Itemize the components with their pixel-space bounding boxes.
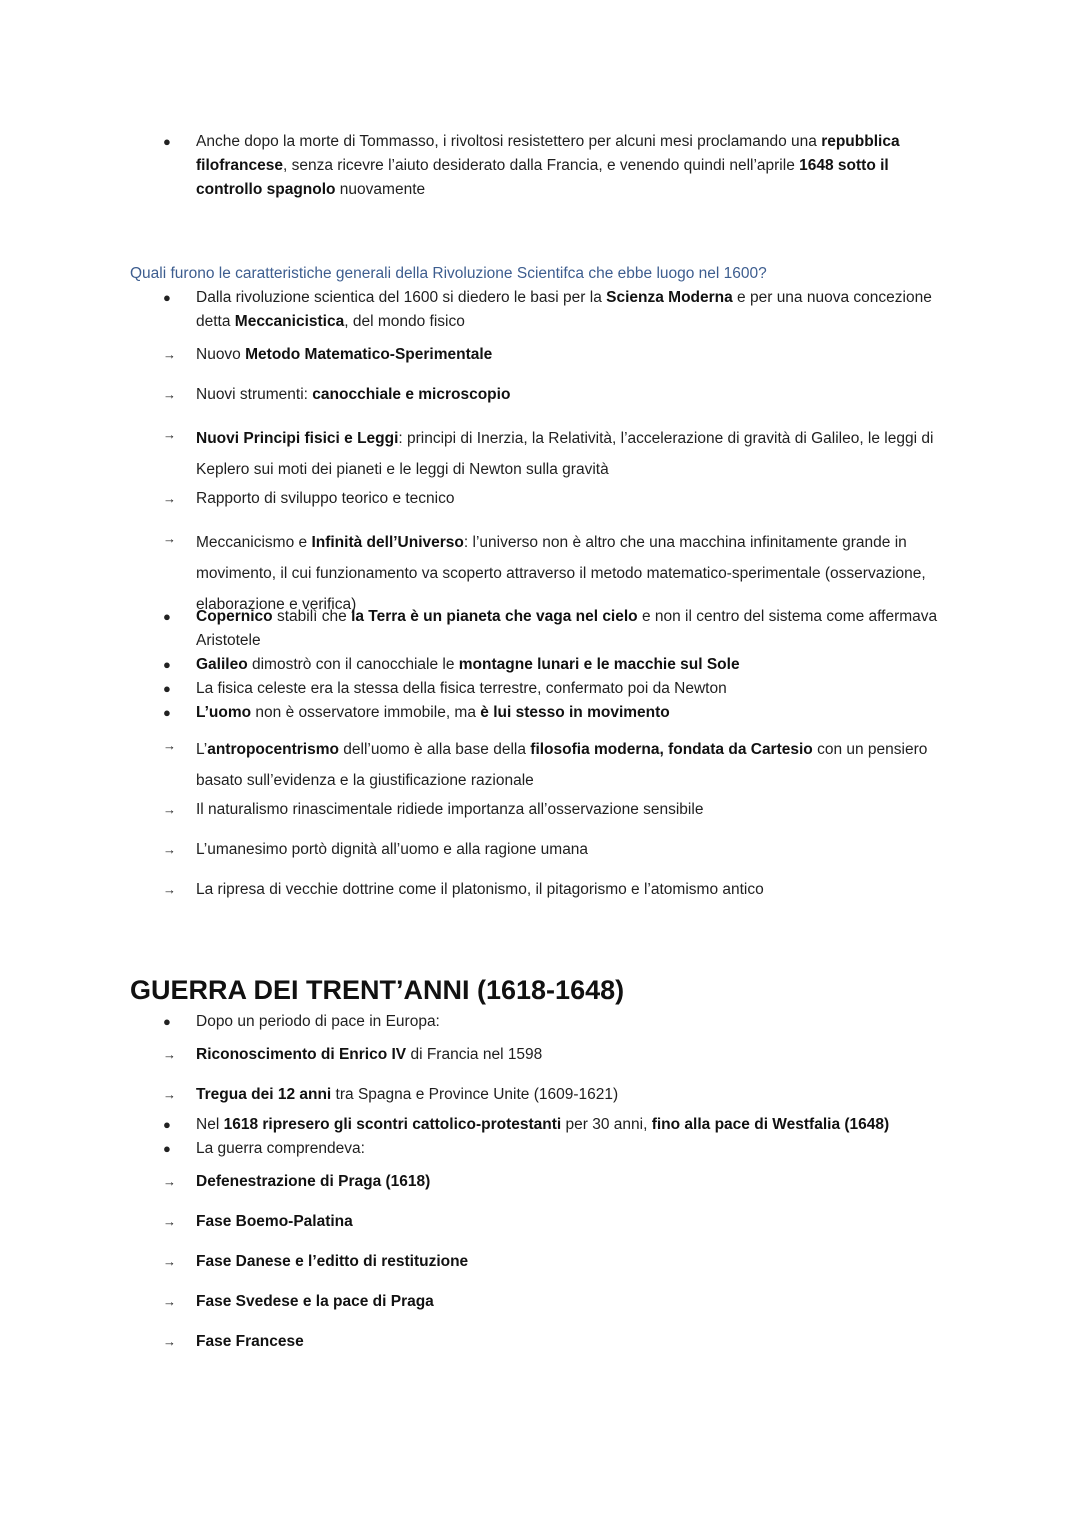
list-item: [196, 1010, 956, 1034]
bullet-icon: ●: [163, 705, 171, 720]
bold-text: Nuovi Principi fisici e Leggi: [196, 430, 399, 447]
arrow-right-icon: →: [163, 427, 176, 442]
bold-text: è lui stesso in movimento: [480, 704, 670, 721]
list-item: [196, 1170, 956, 1194]
list-item: [196, 1137, 956, 1161]
list-item: [196, 653, 956, 677]
text: Dalla rivoluzione scientica del 1600 si diedero le basi per la: [196, 289, 607, 306]
list-item: [196, 1083, 956, 1107]
bold-text: Meccanicistica: [234, 313, 345, 330]
list-item: [196, 1250, 956, 1274]
text: La fisica celeste era la stessa della fisica terrestre, confermato poi da Newton: [196, 680, 727, 697]
bold-text: antropocentrismo: [207, 741, 339, 758]
text: tra Spagna e Province Unite (1609-1621): [331, 1086, 619, 1103]
bullet-icon: ●: [163, 657, 171, 672]
bold-text: Defenestrazione di Praga (1618): [196, 1173, 431, 1190]
list-item: [196, 677, 956, 701]
arrow-right-icon: →: [163, 1047, 176, 1062]
bold-text: repubblica filofrancese: [196, 133, 900, 174]
bold-text: Metodo Matematico-Sperimentale: [245, 346, 493, 363]
bullet-icon: ●: [163, 134, 171, 149]
list-item: [196, 423, 956, 485]
bullet-icon: ●: [163, 681, 171, 696]
list-item: [196, 878, 956, 902]
text: Nel: [196, 1116, 224, 1133]
text: Nuovi strumenti:: [196, 386, 313, 403]
bullet-icon: ●: [163, 1014, 171, 1029]
text: : l’universo non è altro che una macchina infinitamente grande in movimento, il cui funzionamento va scoperto attraverso il metodo matematico-sperimentale (osservazione, elaborazione e verifica): [196, 534, 926, 613]
arrow-right-icon: →: [163, 882, 176, 897]
bold-text: L’uomo: [196, 704, 252, 721]
list-item: [196, 798, 956, 822]
list-item: [196, 383, 956, 407]
arrow-right-icon: →: [163, 1254, 176, 1269]
arrow-right-icon: →: [163, 802, 176, 817]
text: L’: [196, 741, 208, 758]
bold-text: Fase Boemo-Palatina: [196, 1213, 353, 1230]
bold-text: fino alla pace di Westfalia (1648): [651, 1116, 890, 1133]
text: Rapporto di sviluppo teorico e tecnico: [196, 490, 455, 507]
arrow-right-icon: →: [163, 347, 176, 362]
text: La guerra comprendeva:: [196, 1140, 365, 1157]
list-item: [196, 605, 956, 653]
text: Meccanicismo e: [196, 534, 312, 551]
bold-text: montagne lunari e le macchie sul Sole: [458, 656, 740, 673]
bold-text: Scienza Moderna: [606, 289, 733, 306]
arrow-right-icon: →: [163, 1087, 176, 1102]
bold-text: Riconoscimento di Enrico IV: [196, 1046, 407, 1063]
bullet-icon: ●: [163, 609, 171, 624]
bullet-icon: ●: [163, 290, 171, 305]
bold-text: Galileo: [196, 656, 248, 673]
bullet-icon: ●: [163, 1141, 171, 1156]
text: , del mondo fisico: [344, 313, 465, 330]
text: di Francia nel 1598: [406, 1046, 543, 1063]
arrow-right-icon: →: [163, 1174, 176, 1189]
bold-text: Copernico: [196, 608, 273, 625]
list-item: [196, 838, 956, 862]
text: per 30 anni,: [561, 1116, 652, 1133]
bold-text: canocchiale e microscopio: [312, 386, 511, 403]
list-item: [196, 343, 956, 367]
list-item: [196, 286, 956, 334]
list-item: [196, 1113, 956, 1137]
list-item: [196, 701, 956, 725]
arrow-right-icon: →: [163, 842, 176, 857]
bold-text: Fase Francese: [196, 1333, 304, 1350]
list-item: [196, 1330, 956, 1354]
text: Anche dopo la morte di Tommasso, i rivoltosi resistettero per alcuni mesi proclamando una: [196, 133, 822, 150]
list-item: [196, 734, 956, 796]
text: e per una nuova concezione detta: [196, 289, 932, 330]
bold-text: Fase Danese e l’editto di restituzione: [196, 1253, 469, 1270]
text: dell’uomo è alla base della: [338, 741, 531, 758]
arrow-right-icon: →: [163, 531, 176, 546]
bullet-icon: ●: [163, 1117, 171, 1132]
text: e non il centro del sistema come affermava Aristotele: [196, 608, 938, 649]
list-item: [196, 487, 956, 511]
arrow-right-icon: →: [163, 1214, 176, 1229]
arrow-right-icon: →: [163, 1294, 176, 1309]
text: dimostrò con il canocchiale le: [247, 656, 459, 673]
text: La ripresa di vecchie dottrine come il platonismo, il pitagorismo e l’atomismo antico: [196, 881, 764, 898]
arrow-right-icon: →: [163, 491, 176, 506]
text: non è osservatore immobile, ma: [251, 704, 481, 721]
list-item: [196, 1043, 956, 1067]
text: stabilì che: [272, 608, 352, 625]
text: Nuovo: [196, 346, 246, 363]
text: L’umanesimo portò dignità all’uomo e alla ragione umana: [196, 841, 589, 858]
list-item: [196, 130, 956, 202]
text: Dopo un periodo di pace in Europa:: [196, 1013, 440, 1030]
bold-text: 1618 ripresero gli scontri cattolico-protestanti: [223, 1116, 562, 1133]
text: nuovamente: [335, 181, 426, 198]
arrow-right-icon: →: [163, 1334, 176, 1349]
bold-text: la Terra è un pianeta che vaga nel cielo: [351, 608, 638, 625]
text: Il naturalismo rinascimentale ridiede importanza all’osservazione sensibile: [196, 801, 704, 818]
text: : principi di Inerzia, la Relatività, l’accelerazione di gravità di Galileo, le leggi di Keplero sui moti dei pianeti e le leggi di Newton sulla gravità: [196, 430, 934, 478]
bold-text: Infinità dell’Universo: [311, 534, 464, 551]
bold-text: filosofia moderna, fondata da Cartesio: [530, 741, 813, 758]
text: , senza ricevre l’aiuto desiderato dalla Francia, e venendo quindi nell’aprile: [283, 157, 800, 174]
section-question: Quali furono le caratteristiche generali della Rivoluzione Scientifca che ebbe luogo nel 1600?: [130, 265, 767, 282]
bold-text: Tregua dei 12 anni: [196, 1086, 332, 1103]
bold-text: 1648 sotto il controllo spagnolo: [196, 157, 889, 198]
list-item: [196, 1210, 956, 1234]
bold-text: Fase Svedese e la pace di Praga: [196, 1293, 434, 1310]
arrow-right-icon: →: [163, 387, 176, 402]
section-heading: GUERRA DEI TRENT’ANNI (1618-1648): [130, 975, 625, 1005]
arrow-right-icon: →: [163, 738, 176, 753]
text: con un pensiero basato sull’evidenza e la giustificazione razionale: [196, 741, 928, 789]
list-item: [196, 1290, 956, 1314]
